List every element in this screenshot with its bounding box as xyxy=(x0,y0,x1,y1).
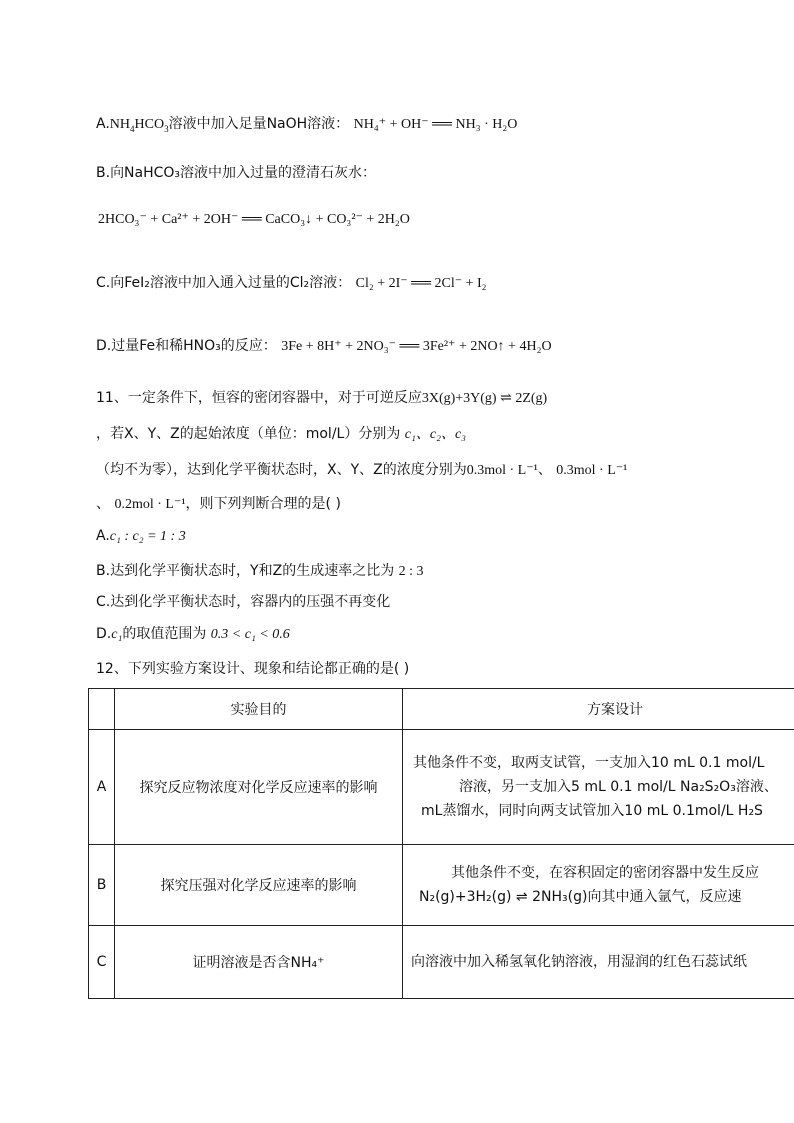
initial-concentrations: c₁、c₂、c₃ xyxy=(404,427,467,442)
row-design: 其他条件不变，取两支试管，一支加入10 mL 0.1 mol/L 溶液，另一支加入5 mL 0.1 mol/L Na₂S₂O₃溶液、 mL蒸馏水，同时向两支试管加入10 mL 0.1mol/L H₂S xyxy=(403,730,794,845)
q11-option-c: C.达到化学平衡状态时，容器内的压强不再变化 xyxy=(96,594,391,610)
option-b: B.向NaHCO₃溶液中加入过量的澄清石灰水： xyxy=(96,165,377,181)
equation-a: NH₄⁺ + OH⁻ ══ NH₃ · H₂O xyxy=(353,117,518,132)
equation-b: 2HCO₃⁻ + Ca²⁺ + 2OH⁻ ══ CaCO₃↓ + CO₃²⁻ + 2H₂O xyxy=(98,212,410,227)
q12-stem: 12、下列实验方案设计、现象和结论都正确的是( ) xyxy=(96,661,410,677)
header-blank xyxy=(89,689,115,730)
q11-stem-line2: ，若X、Y、Z的起始浓度（单位：mol/L）分别为 c₁、c₂、c₃ xyxy=(96,426,467,442)
row-purpose: 探究反应物浓度对化学反应速率的影响 xyxy=(115,730,403,845)
table-row xyxy=(89,845,794,926)
row-key: A xyxy=(89,730,115,845)
q11-option-d: D.c₁的取值范围为 0.3 < c₁ < 0.6 xyxy=(96,626,290,642)
row-purpose: 探究压强对化学反应速率的影响 xyxy=(115,845,403,926)
row-design: 其他条件不变，在容积固定的密闭容器中发生反应 N₂(g)+3H₂(g) ⇌ 2NH₃(g)向其中通入氩气，反应速 xyxy=(403,845,794,926)
equation-d: 3Fe + 8H⁺ + 2NO₃⁻ ══ 3Fe²⁺ + 2NO↑ + 4H₂O xyxy=(281,339,552,354)
table-header-row xyxy=(89,689,794,730)
option-d: D.过量Fe和稀HNO₃的反应： 3Fe + 8H⁺ + 2NO₃⁻ ══ 3Fe²⁺ + 2NO↑ + 4H₂O xyxy=(96,338,552,354)
row-key: B xyxy=(89,845,115,926)
option-a: $A.NH_4HCO_3$溶液中加入足量NaOH溶液： NH₄⁺ + OH⁻ ══ NH₃ · H₂O xyxy=(96,116,518,134)
q11-option-a: A.c₁ : c₂ = 1 : 3 xyxy=(96,528,186,544)
table-row xyxy=(89,730,794,845)
q11-option-b: B.达到化学平衡状态时，Y和Z的生成速率之比为 2 : 3 xyxy=(96,563,424,579)
header-design: 方案设计 xyxy=(403,689,794,730)
option-c: C.向FeI₂溶液中加入通入过量的Cl₂溶液： Cl₂ + 2I⁻ ══ 2Cl⁻ + I₂ xyxy=(96,275,487,291)
row-purpose: 证明溶液是否含NH₄⁺ xyxy=(115,926,403,999)
q12-table xyxy=(88,688,794,999)
header-purpose: 实验目的 xyxy=(115,689,403,730)
q11-stem-line1: 11、一定条件下，恒容的密闭容器中，对于可逆反应3X(g)+3Y(g) ⇌ 2Z(g) xyxy=(96,390,548,406)
row-design: 向溶液中加入稀氢氧化钠溶液，用湿润的红色石蕊试纸 xyxy=(403,926,794,999)
equation-c: Cl₂ + 2I⁻ ══ 2Cl⁻ + I₂ xyxy=(355,276,487,291)
row-key: C xyxy=(89,926,115,999)
q11-stem-line4: 、 0.2mol · L⁻¹，则下列判断合理的是( ) xyxy=(96,496,341,512)
q11-stem-line3: （均不为零），达到化学平衡状态时，X、Y、Z的浓度分别为0.3mol · L⁻¹、 0.3mol · L⁻¹ xyxy=(96,462,628,478)
table-row xyxy=(89,926,794,999)
